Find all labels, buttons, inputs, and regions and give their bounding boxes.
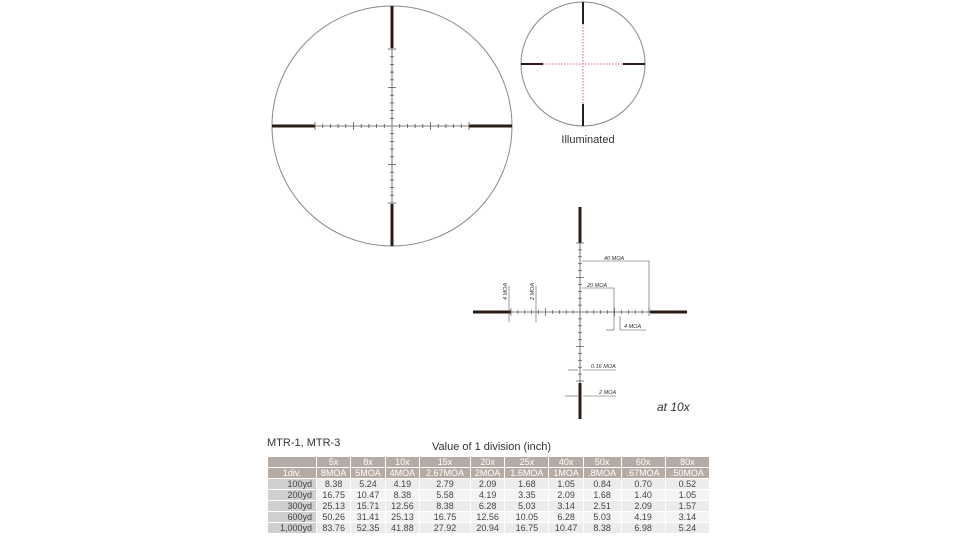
table-cell: 8.38 [584,523,621,533]
table-cell: 31.41 [351,512,384,522]
main-reticle [272,6,512,246]
table-cell: 25.13 [386,512,419,522]
table-cell: 5.03 [505,501,548,511]
table-cell: 3.14 [666,512,709,522]
table-cell: 2.79 [420,479,470,489]
table-cell: 0.70 [622,479,665,489]
table-cell: 1.05 [549,479,582,489]
division-value: .67MOA [622,468,665,478]
magnification-header: 50x [584,457,621,467]
annotation-016moa: 0.16 MOA [591,364,616,370]
table-cell: 6.28 [549,512,582,522]
table-cell: 1.05 [666,490,709,500]
table-cell: 6.98 [622,523,665,533]
table-cell: 50.26 [317,512,350,522]
table-cell: 10.47 [549,523,582,533]
table-cell: 5.24 [351,479,384,489]
table-row [268,490,709,500]
table-cell: 25.13 [317,501,350,511]
table-cell: 4.19 [471,490,504,500]
range-label: 100yd [268,479,316,489]
magnification-label: at 10x [657,400,690,414]
table-cell: 8.38 [420,501,470,511]
magnification-header: 40x [549,457,582,467]
table-cell: 5.24 [666,523,709,533]
illuminated-label: Illuminated [561,134,615,146]
table-cell: 27.92 [420,523,470,533]
table-cell: 6.28 [471,501,504,511]
division-value: 1.6MOA [505,468,548,478]
division-value-table [267,456,710,534]
magnification-header: 25x [505,457,548,467]
range-label: 300yd [268,501,316,511]
annotation-4moa-right: 4 MOA [624,324,642,330]
annotation-20moa: 20 MOA [587,283,608,289]
division-value: 2MOA [471,468,504,478]
table-cell: 2.09 [471,479,504,489]
table-cell: 16.75 [420,512,470,522]
magnification-row [268,457,709,467]
table-cell: 1.68 [584,490,621,500]
division-row [268,468,709,478]
table-row [268,479,709,489]
range-label: 1,000yd [268,523,316,533]
table-cell: 12.56 [386,501,419,511]
corner-cell [268,457,316,467]
table-cell: 16.75 [505,523,548,533]
table-cell: 3.35 [505,490,548,500]
table-cell: 5.58 [420,490,470,500]
range-label: 200yd [268,490,316,500]
table-cell: 3.14 [549,501,582,511]
division-value: .8MOA [584,468,621,478]
table-cell: 8.38 [386,490,419,500]
annotation-40moa: 40 MOA [604,256,625,262]
table-cell: 83.76 [317,523,350,533]
table-cell: 10.47 [351,490,384,500]
table-cell: 1.57 [666,501,709,511]
division-value: 5MOA [351,468,384,478]
table-cell: 0.52 [666,479,709,489]
table-cell: 4.19 [386,479,419,489]
table-cell: 8.38 [317,479,350,489]
magnification-header: 10x [386,457,419,467]
division-value: 2.67MOA [420,468,470,478]
magnification-header: 80x [666,457,709,467]
table-cell: 16.75 [317,490,350,500]
table-cell: 1.40 [622,490,665,500]
range-label: 600yd [268,512,316,522]
division-label: 1div. [268,468,316,478]
detail-reticle [473,207,687,419]
magnification-header: 20x [471,457,504,467]
table-cell: 12.56 [471,512,504,522]
division-value: 4MOA [386,468,419,478]
table-cell: 2.09 [622,501,665,511]
magnification-header: 5x [317,457,350,467]
magnification-header: 60x [622,457,665,467]
table-cell: 5.03 [584,512,621,522]
division-value: 1MOA [549,468,582,478]
table-cell: 10.05 [505,512,548,522]
table-cell: 4.19 [622,512,665,522]
division-value: 8MOA [317,468,350,478]
table-cell: 52.35 [351,523,384,533]
table-cell: 0.84 [584,479,621,489]
illuminated-reticle [521,2,645,126]
table-cell: 20.94 [471,523,504,533]
annotation-4moa-left: 4 MOA [503,282,509,300]
magnification-header: 8x [351,457,384,467]
table-cell: 41.88 [386,523,419,533]
table-cell: 2.09 [549,490,582,500]
magnification-header: 15x [420,457,470,467]
table-cell: 1.68 [505,479,548,489]
division-value: .50MOA [666,468,709,478]
annotation-2moa-left: 2 MOA [530,282,536,300]
table-caption: Value of 1 division (inch) [432,441,552,453]
table-cell: 2.51 [584,501,621,511]
table-cell: 15.71 [351,501,384,511]
table-row [268,501,709,511]
table-title: MTR-1, MTR-3 [267,437,341,449]
table-row [268,523,709,533]
annotation-2moa-bottom: 2 MOA [599,390,617,396]
table-row [268,512,709,522]
